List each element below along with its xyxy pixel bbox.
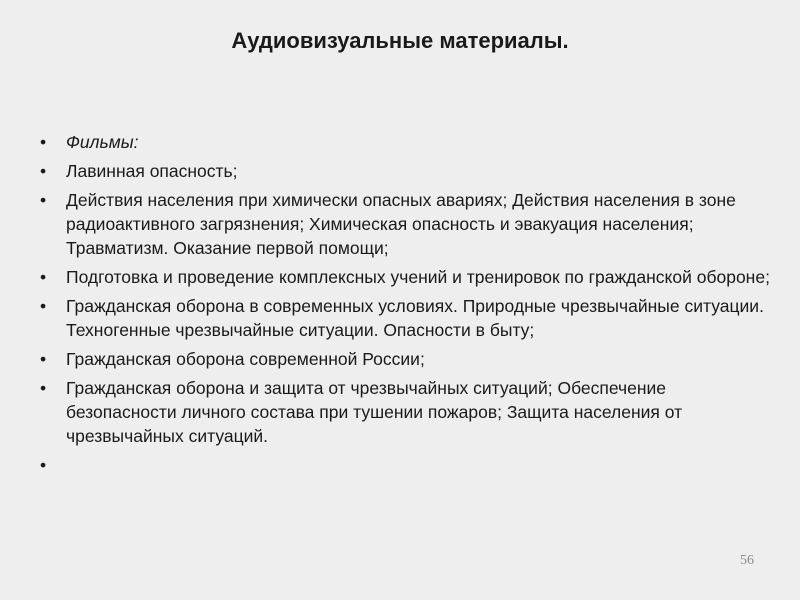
list-item-text: Гражданская оборона и защита от чрезвычайных ситуаций; Обеспечение безопасности личного состава при тушении пожаров; Защита населения от чрезвычайных ситуаций. [66,378,683,446]
list-item-text: Лавинная опасность; [66,161,238,181]
list-item [40,376,770,448]
slide-number: 56 [740,553,754,568]
bullet-marker: • [40,455,47,475]
bullet-marker: • [40,378,47,398]
slide-title: Аудиовизуальные материалы. [231,28,569,53]
list-item-text: Фильмы: [66,132,139,152]
bullet-marker: • [40,349,47,369]
bullet-marker: • [40,267,47,287]
list-item-text: Подготовка и проведение комплексных учений и тренировок по гражданской обороне; [66,267,770,287]
bullet-marker: • [40,161,47,181]
list-item [40,159,770,183]
list-item [40,265,770,289]
list-item-text: Гражданская оборона современной России; [66,349,425,369]
list-item-text: Гражданская оборона в современных условиях. Природные чрезвычайные ситуации. Техногенные чрезвычайные ситуации. Опасности в быту; [66,296,764,340]
list-item-text: Действия населения при химически опасных авариях; Действия населения в зоне радиоактивного загрязнения; Химическая опасность и эвакуация населения; Травматизм. Оказание первой помощи; [66,190,736,258]
list-item [40,294,770,342]
list-item [40,188,770,260]
list-item [40,130,770,154]
bullet-marker: • [40,132,47,152]
bullet-list [40,130,770,475]
bullet-marker: • [40,190,47,210]
list-item [40,347,770,371]
bullet-marker: • [40,296,47,316]
